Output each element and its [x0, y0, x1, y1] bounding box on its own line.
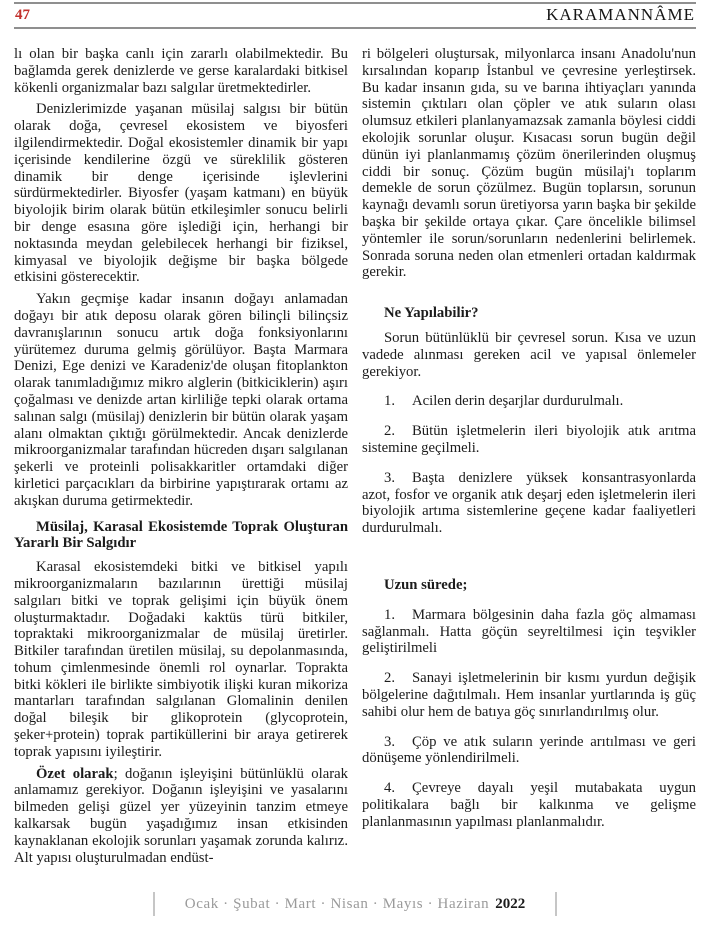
list-number: 2.	[384, 670, 396, 687]
list-item	[362, 470, 696, 537]
journal-title: KARAMANNÂME	[546, 5, 695, 24]
paragraph-ozet-olarak	[14, 766, 348, 867]
section-heading-ne-yapilabilir: Ne Yapılabilir?	[384, 305, 479, 322]
list-item-text: Sanayi işletmelerinin bir kısmı yurdun değişik bölgelerine dağıtılmalı. Hem insanlar yurtlarında iş güç sahibi olur hem de batıya göç sınırlandırılmış olur.	[362, 670, 696, 720]
list-number: 3.	[384, 733, 396, 750]
section-heading-uzun-surede: Uzun sürede;	[384, 576, 468, 593]
section-heading-musilaj-karasal: Müsilaj, Karasal Ekosistemde Toprak Oluşturan Yararlı Bir Salgıdır	[14, 518, 348, 552]
footer-rule-left	[153, 892, 155, 916]
list-number: 1.	[384, 393, 396, 410]
list-item	[362, 780, 696, 830]
right-column	[362, 46, 696, 888]
paragraph: Denizlerimizde yaşanan müsilaj salgısı bir bütün olarak doğa, çevresel ekosistem ve biyosferi ilgilendirmektedir. Doğal ekosistemler dinamik bir yapı içerisinde kendilerine özgü ve süreklilik gösteren dinamik bir denge içerisinde işlevlerini sürdürmektedirler. Biyosfer (yaşam katmanı) en büyük biyolojik birim olarak bütün etkileşimler sonucu belirli bir denge esasına göre işlediği için, herhangi bir noktasında meydan gelebilecek herhangi bir fiziksel, kimyasal ve biyolojik değişme bir başka bölgede etkisini gösterecektir.	[14, 101, 348, 286]
list-item-text: Marmara bölgesinin daha fazla göç almaması sağlanmalı. Hatta göçün seyreltilmesi için teşvikler geliştirilmeli	[362, 606, 696, 657]
list-item	[362, 734, 696, 768]
list-item-text: Çöp ve atık suların yerinde arıtılması ve geri dönüşeme yönlendirilmeli.	[362, 733, 696, 767]
list-item-text: Çevreye dayalı yeşil mutabakata uygun politikalara bağlı bir kalkınma ve gelişme planlanmasının yapılması planlanmalıdır.	[362, 780, 696, 830]
list-number: 1.	[384, 606, 396, 623]
page-number: 47	[15, 6, 30, 23]
list-item	[362, 607, 696, 657]
list-item-text: Bütün işletmelerin ileri biyolojik atık arıtma sistemine geçilmeli.	[362, 423, 696, 456]
list-number: 3.	[384, 469, 396, 486]
footer-issue-label	[185, 895, 525, 913]
paragraph: Yakın geçmişe kadar insanın doğayı anlamadan doğayı bir atık deposu olarak gören bilinçli bilinçsiz davranışlarının sonucu artık doğa fonksiyonlarını yürütemez duruma gelmiş görülüyor. Başta Marmara Denizi, Ege denizi ve Karadeniz'de oluşan fitoplankton olarak tanımladığımız mikro alglerin (bitkiciklerin) aşırı çoğalması ve denizde artan kirliliğe tepki olarak ortama salınan salgı (müsilaj) denizlerin bir bütün olarak yaşam alanı olmaktan çıktığı görülmektedir. Ancak denizlerde mikroorganizmalar tarafından hücreden dışarı salgılanan şekerli ve proteinli polisakkaritler ortamdaki diğer kirletici parçacıkları da birbirine yapıştırarak ortamı az akışkan duruma getirmektedir.	[14, 291, 348, 509]
article-body	[14, 46, 696, 888]
footer-year: 2022	[495, 896, 526, 912]
paragraph: lı olan bir başka canlı için zararlı olabilmektedir. Bu bağlamda gerek denizlerde ve gerse karalardaki bitkisel kökenli organizmalar bazı salgılar üretmektedirler.	[14, 46, 348, 96]
page-footer	[14, 888, 696, 932]
list-item	[362, 670, 696, 720]
paragraph: ri bölgeleri oluştursak, milyonlarca insanı Anadolu'nun kırsalından koparıp İstanbul ve çevresine yerleştirsek. Bu kadar insanın gıda, su ve barına ihtiyaçları yanında sistemin çıktıları olan çöpler ve atık suların olası olumsuz etkileri planlanyamazsak zamanla böylesi ciddi ekolojik sorunlar oluşur. Kısacası sorun bugün değil dünün iyi planlanmamış çözüm önerilerinden oluşmuş ciddi bir sonuç. Çözüm bugün müsilaj'ı toplarım demekle de sorun çözülmez. Bugün toplarsın, sorunun kaynağı devamlı sorun üretiyorsa yarın başka bir şekilde başka bir şekilde ortaya çıkar. Çare öncelikle bilimsel yöntemler ile sorun/sorunların nedenlerini belirlemek. Sonrada soruna neden olan etmenleri ortadan kaldırmak gerekir.	[362, 46, 696, 281]
list-item	[362, 423, 696, 457]
paragraph-lead-rest: ; doğanın işleyişini bütünlüklü olarak anlamamız gerekiyor. Doğanın işleyişini ve yasalarını bilmeden gelişi güzel yer yüzeyinin tanzim etmeye kalkarsak bugün yaşadığımız insan etkisinden kaynaklanan ekolojik sorunları yaşamak zorunda kalırız. Alt yapısı oluşturulmadan endüst-	[14, 765, 348, 866]
footer-rule-right	[555, 892, 557, 916]
page-header	[14, 2, 696, 29]
list-number: 2.	[384, 423, 396, 440]
list-number: 4.	[384, 780, 396, 797]
paragraph: Sorun bütünlüklü bir çevresel sorun. Kısa ve uzun vadede alınması gereken acil ve yapısal önlemeler gerekiyor.	[362, 329, 696, 380]
paragraph-lead-bold: Özet olarak	[36, 765, 114, 782]
left-column	[14, 46, 348, 888]
footer-months: Ocak · Şubat · Mart · Nisan · Mayıs · Haziran	[184, 896, 490, 912]
paragraph: Karasal ekosistemdeki bitki ve bitkisel yapılı mikroorganizmaların bazılarının ürettiği müsilaj salgıları bitki ve toprak gelişimi için büyük önem oluşturmaktadır. Doğadaki kaktüs türü bitkiler, topraktaki mikroorganizmalar de müsilaj üretirler. Bitkiler tarafından üretilen müsilaj, su depolanmasında, tohum çimlenmesinde önemli rol oynarlar. Toprakta bitki kökleri ile birlikte simbiyotik ilişki kuran mikoriza mantarları tarafından salgılanan Glomalinin denilen doğal bileşik bir glikoprotein (glycoprotein, şeker+protein) toprak partiküllerini bir araya getirerek toprak yapısını iyileştirir.	[14, 559, 348, 760]
list-item-text: Acilen derin deşarjlar durdurulmalı.	[412, 393, 624, 410]
list-item-text: Başta denizlere yüksek konsantrasyonlarda azot, fosfor ve organik atık deşarj eden işletmelerin ileri biyolojik artıma sistemlerine geçene kadar faaliyetleri durdurulmalı.	[362, 469, 696, 537]
list-item	[362, 393, 696, 410]
